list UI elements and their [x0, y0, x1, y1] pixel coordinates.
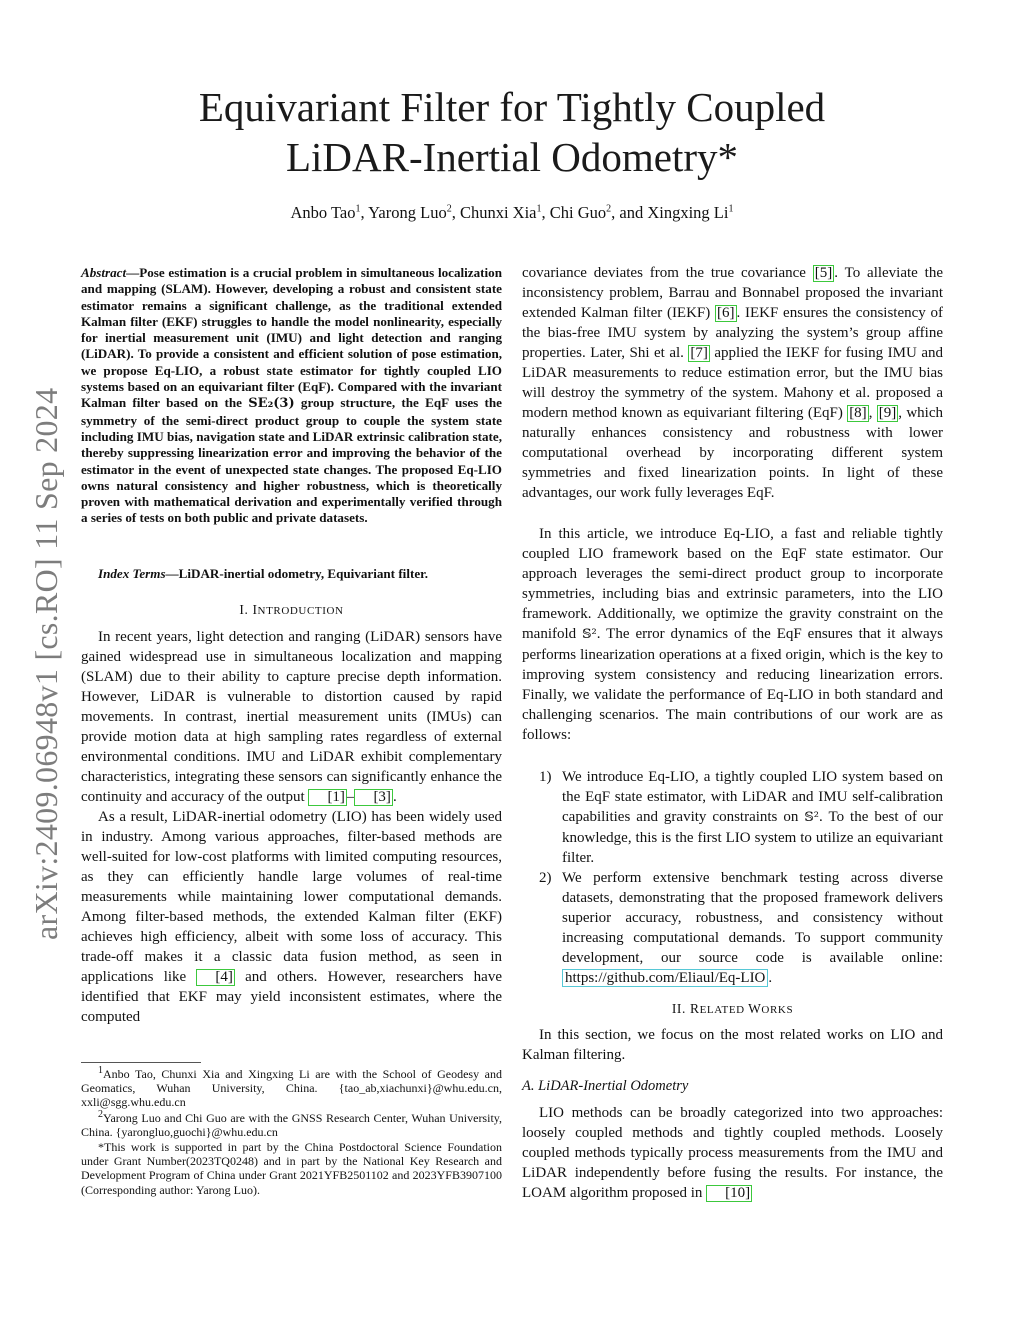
author-affiliation: 1 [536, 203, 542, 215]
footnote: *This work is supported in part by the China Postdoctoral Science Foundation under Grant Number(2023TQ0248) and in part by the National Key Research and Development Program of China under Grant 2021YFB2501102 and 2023YFB3907100 (Corresponding author: Yarong Luo). [81, 1140, 502, 1197]
list-text: . [768, 970, 773, 986]
paragraph-text: In this article, we introduce Eq-LIO, a fast and reliable tightly coupled LIO framework based on the EqF state estimator. Our approach leverages the semi-direct product group to incorporate symmetries, including bias and extrinsic parameters, into the LIO framework. Additionally, we optimize the gravity constraint on the manifold [522, 526, 943, 642]
author-affiliation: 2 [446, 203, 452, 215]
citation-link[interactable]: [4] [196, 969, 235, 986]
list-text: We perform extensive benchmark testing across diverse datasets, demonstrating that the proposed framework delivers superior accuracy, robustness, and consistency without increasing computational demands. To support community development, our source code is available online: [562, 870, 943, 966]
section-heading-rest: ELATED [699, 1004, 749, 1016]
paragraph-text: As a result, LiDAR-inertial odometry (LIO) has been widely used in industry. Among various approaches, filter-based methods are well-suited for low-cost platforms with limited computing resources, as they can efficiently handle large volumes of real-time measurements while maintaining lower computational demands. Among filter-based methods, the extended Kalman filter (EKF) achieves high efficiency, albeit with some loss of accuracy. This trade-off makes it a classic data fusion method, as seen in applications like [81, 809, 502, 985]
paragraph-text: In recent years, light detection and ranging (LiDAR) sensors have gained widespread use in simultaneous localization and mapping (SLAM) due to their ability to capture precise depth information. However, LiDAR is vulnerable to distortion caused by rapid movements. In contrast, inertial measurement units (IMUs) can provide motion data at high sampling rates regardless of external environmental conditions. IMU and LiDAR exhibit complementary characteristics, integrating these sensors can significantly enhance the continuity and accuracy of the output [81, 629, 502, 805]
list-text: We introduce Eq-LIO, a tightly coupled LIO system based on the EqF state estimator, with LiDAR and IMU self-calibration capabilities and gravity constraints on [562, 769, 943, 825]
footnote-marker: 1 [98, 1065, 103, 1076]
citation-link[interactable]: [10] [706, 1185, 752, 1202]
title-line-2: LiDAR-Inertial Odometry* [285, 134, 739, 180]
citation-link[interactable]: [6] [717, 305, 735, 321]
paragraph [522, 1103, 943, 1203]
author-list [0, 203, 1024, 223]
paragraph-text: . The error dynamics of the EqF ensures that it always performs linearization operations at a fixed origin, which is the key to improving system consistency and reducing linearization errors. Finally, we validate the performance of Eq-LIO in both standard and challenging scenarios. The main contributions of our work are as follows: [522, 626, 944, 743]
list-number: 2) [539, 870, 552, 886]
footnote [81, 1067, 502, 1110]
section-heading-rest: ORKS [761, 1004, 794, 1016]
footnote-rule [81, 1062, 201, 1063]
paragraph-text: , which naturally enhances consistency and robustness with lower computational overhead by incorporating different system symmetries and fixed linearization points. In light of these advantages, our work fully leverages EqF. [522, 405, 943, 501]
author-affiliation: 1 [355, 203, 361, 215]
paragraph-text: applied the IEKF for fusing IMU and LiDAR measurements to reduce estimation error, but the IMU bias will destroy the symmetry of the system. Mahony et al. proposed a modern method known as equivariant filtering (EqF) [522, 345, 943, 421]
arxiv-stamp: arXiv:2409.06948v1 [cs.RO] 11 Sep 2024 [28, 387, 64, 940]
section-heading-initial: I [252, 602, 258, 617]
citation-link[interactable]: [5] [814, 265, 833, 281]
index-terms-dash: — [165, 566, 179, 581]
math-se23: SE₂(3) [248, 396, 295, 412]
intro-paragraph-eqlio [522, 524, 943, 745]
citation-link[interactable]: [9] [878, 405, 897, 421]
title-line-1: Equivariant Filter for Tightly Coupled [198, 84, 826, 130]
paper-title [0, 82, 1024, 182]
section-heading-rest: NTRODUCTION [257, 605, 344, 617]
math-sphere: 𝕊² [582, 627, 597, 642]
contribution-item [522, 868, 943, 988]
author-name: Anbo Tao [290, 203, 356, 222]
list-number: 1) [539, 769, 552, 785]
abstract-label: Abstract [81, 265, 127, 280]
abstract [81, 265, 502, 527]
subsection-heading-lio: A. LiDAR-Inertial Odometry [522, 1078, 689, 1094]
paragraph-text: covariance deviates from the true covariance [522, 265, 813, 281]
citation-link[interactable]: [1] [308, 789, 347, 806]
paragraph-text: . To alleviate the inconsistency problem, Barrau and Bonnabel proposed the invariant extended Kalman filter (IEKF) [522, 265, 943, 321]
footnote-text: Yarong Luo and Chi Guo are with the GNSS Research Center, Wuhan University, China. {yarongluo,guochi}@whu.edu.cn [81, 1110, 502, 1139]
citation-link[interactable]: [3] [354, 789, 393, 806]
section-number: I. [239, 602, 253, 617]
author-name: Chunxi Xia [459, 203, 537, 222]
footnote [81, 1108, 502, 1139]
citation-link[interactable]: [7] [690, 345, 708, 361]
footnote-text: Anbo Tao, Chunxi Xia and Xingxing Li are with the School of Geodesy and Geomatics, Wuhan University, China. {tao_ab,xiachunxi}@whu.edu.cn, xxli@sgg.whu.edu.cn [81, 1067, 502, 1110]
citation-range-dash: – [346, 789, 355, 805]
abstract-text: group structure, the EqF uses the symmetry of the semi-direct product group to couple the system state including IMU bias, navigation state and LiDAR extrinsic calibration state, thereby suppressing linearization error and improving the behavior of the estimator in the event of unexpected state changes. The proposed Eq-LIO owns natural consistency and higher robustness, which is theoretically proven with mathematical derivation and experimentally verified through a series of tests on both public and private datasets. [81, 395, 502, 526]
section-heading-introduction [81, 602, 502, 618]
paragraph [522, 263, 943, 503]
paragraph [81, 807, 502, 1027]
paragraph [522, 524, 943, 745]
author-name: Yarong Luo [368, 203, 447, 222]
intro-body-continued [522, 263, 943, 503]
section-heading-initial: R [689, 1001, 700, 1016]
author-separator: , [541, 203, 550, 222]
author-name: Xingxing Li [647, 203, 729, 222]
paragraph: In this section, we focus on the most related works on LIO and Kalman filtering. [522, 1027, 943, 1063]
author-separator: , and [611, 203, 648, 222]
footnotes [81, 1067, 502, 1198]
author-name: Chi Guo [549, 203, 607, 222]
paragraph [81, 627, 502, 807]
lio-paragraph [522, 1103, 943, 1203]
section-heading-related-works [522, 1001, 943, 1017]
abstract-text: Pose estimation is a crucial problem in simultaneous localization and mapping (SLAM). However, developing a robust and consistent state estimator remains a significant challenge, as the traditional extended Kalman filter (EKF) struggles to handle the model nonlinearity, especially for inertial measurement unit (IMU) and light detection and ranging (LiDAR). To provide a consistent and efficient solution of pose estimation, we propose Eq-LIO, a robust state estimator for tightly coupled LIO systems based on an equivariant filter (EqF). Compared with the invariant Kalman filter based on the [81, 265, 502, 411]
author-separator: , [451, 203, 460, 222]
index-terms-text: LiDAR-inertial odometry, Equivariant filter. [178, 566, 429, 581]
author-affiliation: 2 [606, 203, 612, 215]
footnote-marker: 2 [98, 1108, 103, 1120]
paragraph-text: . IEKF ensures the consistency of the bias-free IMU system by analyzing the system’s group affine properties. Later, Shi et al. [522, 305, 943, 361]
citation-link[interactable]: [8] [849, 405, 867, 421]
section-number: II. [671, 1001, 690, 1016]
author-separator: , [360, 203, 369, 222]
citation-separator: , [868, 405, 877, 421]
paragraph-text: LIO methods can be broadly categorized into two approaches: loosely coupled methods and tightly coupled methods. Loosely coupled methods typically process measurements from the IMU and LiDAR independently before fusing the results. For instance, the LOAM algorithm proposed in [522, 1105, 943, 1201]
paragraph-text: . [392, 789, 397, 805]
list-text: . To the best of our knowledge, this is the first LIO system to utilize an equivariant filter. [562, 809, 943, 866]
math-sphere: 𝕊² [804, 810, 819, 825]
paragraph-text: and others. However, researchers have identified that EKF may yield inconsistent estimates, where the computed [81, 969, 502, 1025]
author-affiliation: 1 [728, 203, 734, 215]
index-terms [81, 566, 502, 582]
index-terms-label: Index Terms [98, 566, 166, 581]
contribution-item [522, 767, 943, 868]
source-code-link[interactable]: https://github.com/Eliaul/Eq-LIO [562, 969, 768, 987]
contribution-list [522, 767, 943, 988]
related-intro [522, 1025, 943, 1065]
section-heading-initial: W [748, 1001, 762, 1016]
intro-body [81, 627, 502, 1027]
abstract-dash: — [126, 265, 140, 280]
